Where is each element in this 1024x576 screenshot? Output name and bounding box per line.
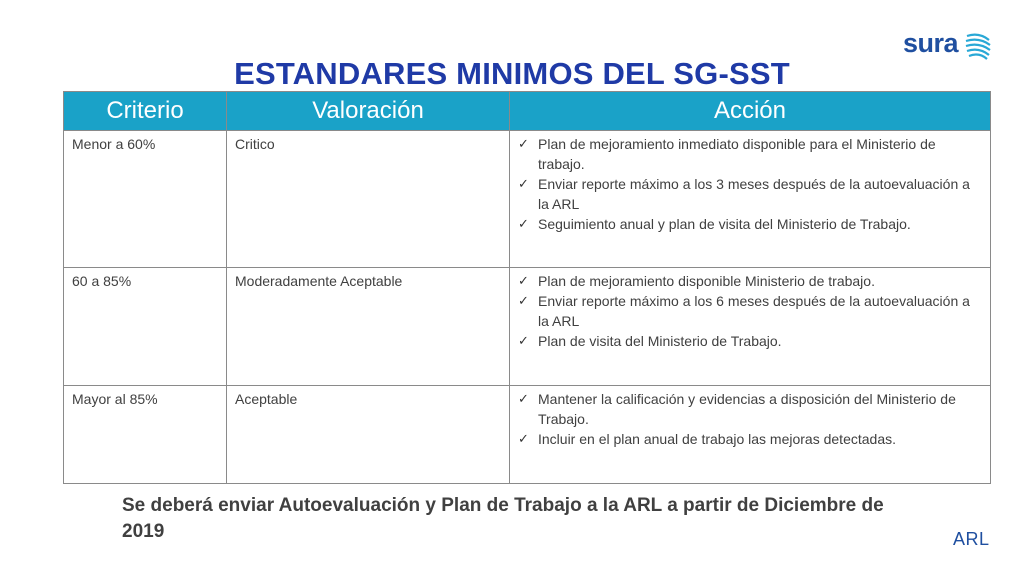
sura-wave-icon — [963, 30, 993, 62]
arl-tag: ARL — [953, 529, 990, 549]
checkmark-icon: ✓ — [518, 216, 529, 231]
accion-cell — [510, 386, 991, 484]
accion-item: ✓ Enviar reporte máximo a los 3 meses después de la autoevaluación a la ARL — [518, 176, 970, 212]
accion-cell — [510, 131, 991, 268]
valoracion-cell: Aceptable — [227, 386, 510, 484]
standards-table — [63, 91, 991, 484]
header-valoracion: Valoración — [227, 92, 510, 131]
deadline-note: Se deberá enviar Autoevaluación y Plan de Trabajo a la ARL a partir de Diciembre de 2019 — [122, 495, 884, 542]
valoracion-cell: Moderadamente Aceptable — [227, 268, 510, 386]
table-row — [64, 386, 991, 484]
accion-item: ✓ Plan de mejoramiento inmediato disponible para el Ministerio de trabajo. — [518, 136, 936, 172]
accion-cell — [510, 268, 991, 386]
table-row — [64, 268, 991, 386]
accion-item: ✓ Mantener la calificación y evidencias a disposición del Ministerio de Trabajo. — [518, 391, 956, 427]
sura-logo — [903, 28, 995, 68]
checkmark-icon: ✓ — [518, 136, 529, 151]
checkmark-icon: ✓ — [518, 273, 529, 288]
table-row — [64, 131, 991, 268]
valoracion-cell: Critico — [227, 131, 510, 268]
accion-item: ✓ Plan de mejoramiento disponible Ministerio de trabajo. — [518, 273, 875, 289]
checkmark-icon: ✓ — [518, 431, 529, 446]
header-accion: Acción — [510, 92, 991, 131]
page-title: ESTANDARES MINIMOS DEL SG-SST — [234, 56, 790, 91]
accion-item: ✓ Seguimiento anual y plan de visita del Ministerio de Trabajo. — [518, 216, 911, 232]
checkmark-icon: ✓ — [518, 391, 529, 406]
accion-item: ✓ Plan de visita del Ministerio de Trabajo. — [518, 333, 782, 349]
logo-text: sura — [903, 28, 959, 58]
accion-item: ✓ Incluir en el plan anual de trabajo las mejoras detectadas. — [518, 431, 896, 447]
accion-item: ✓ Enviar reporte máximo a los 6 meses después de la autoevaluación a la ARL — [518, 293, 970, 329]
criterio-cell: Menor a 60% — [64, 131, 227, 268]
table-header-row — [64, 92, 991, 131]
checkmark-icon: ✓ — [518, 333, 529, 348]
criterio-cell: 60 a 85% — [64, 268, 227, 386]
header-criterio: Criterio — [64, 92, 227, 131]
checkmark-icon: ✓ — [518, 176, 529, 191]
checkmark-icon: ✓ — [518, 293, 529, 308]
criterio-cell: Mayor al 85% — [64, 386, 227, 484]
